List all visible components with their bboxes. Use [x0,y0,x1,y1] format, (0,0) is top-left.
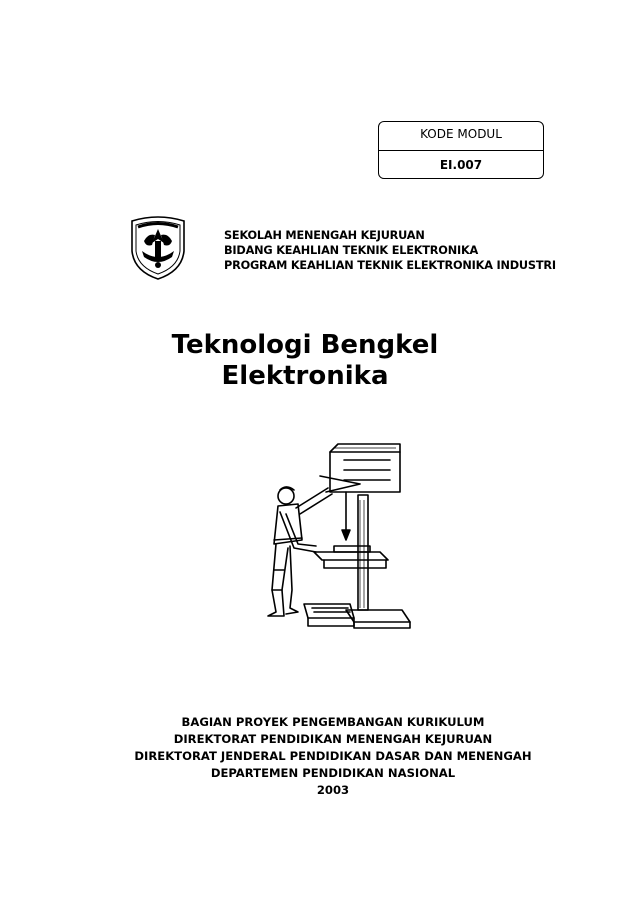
school-line: PROGRAM KEAHLIAN TEKNIK ELEKTRONIKA INDUSTRI [224,259,556,272]
module-code-value: EI.007 [439,158,483,172]
drill-press-worker-illustration-icon [250,440,420,640]
school-info [224,228,556,273]
footer-year: 2003 [316,783,350,797]
title-line: Elektronika [221,361,389,391]
footer-line: BAGIAN PROYEK PENGEMBANGAN KURIKULUM [181,715,485,729]
footer-line: DEPARTEMEN PENDIDIKAN NASIONAL [210,766,456,780]
school-line: SEKOLAH MENENGAH KEJURUAN [224,229,425,242]
document-title [0,330,638,392]
publisher-footer [0,714,638,799]
tut-wuri-handayani-emblem-icon [122,211,194,283]
module-code-label: KODE MODUL [420,127,502,141]
module-code-box [378,121,544,179]
school-line: BIDANG KEAHLIAN TEKNIK ELEKTRONIKA [224,244,479,257]
title-line: Teknologi Bengkel [171,330,439,360]
footer-line: DIREKTORAT PENDIDIKAN MENENGAH KEJURUAN [173,732,493,746]
module-code-divider [379,150,543,151]
footer-line: DIREKTORAT JENDERAL PENDIDIKAN DASAR DAN MENENGAH [134,749,532,763]
